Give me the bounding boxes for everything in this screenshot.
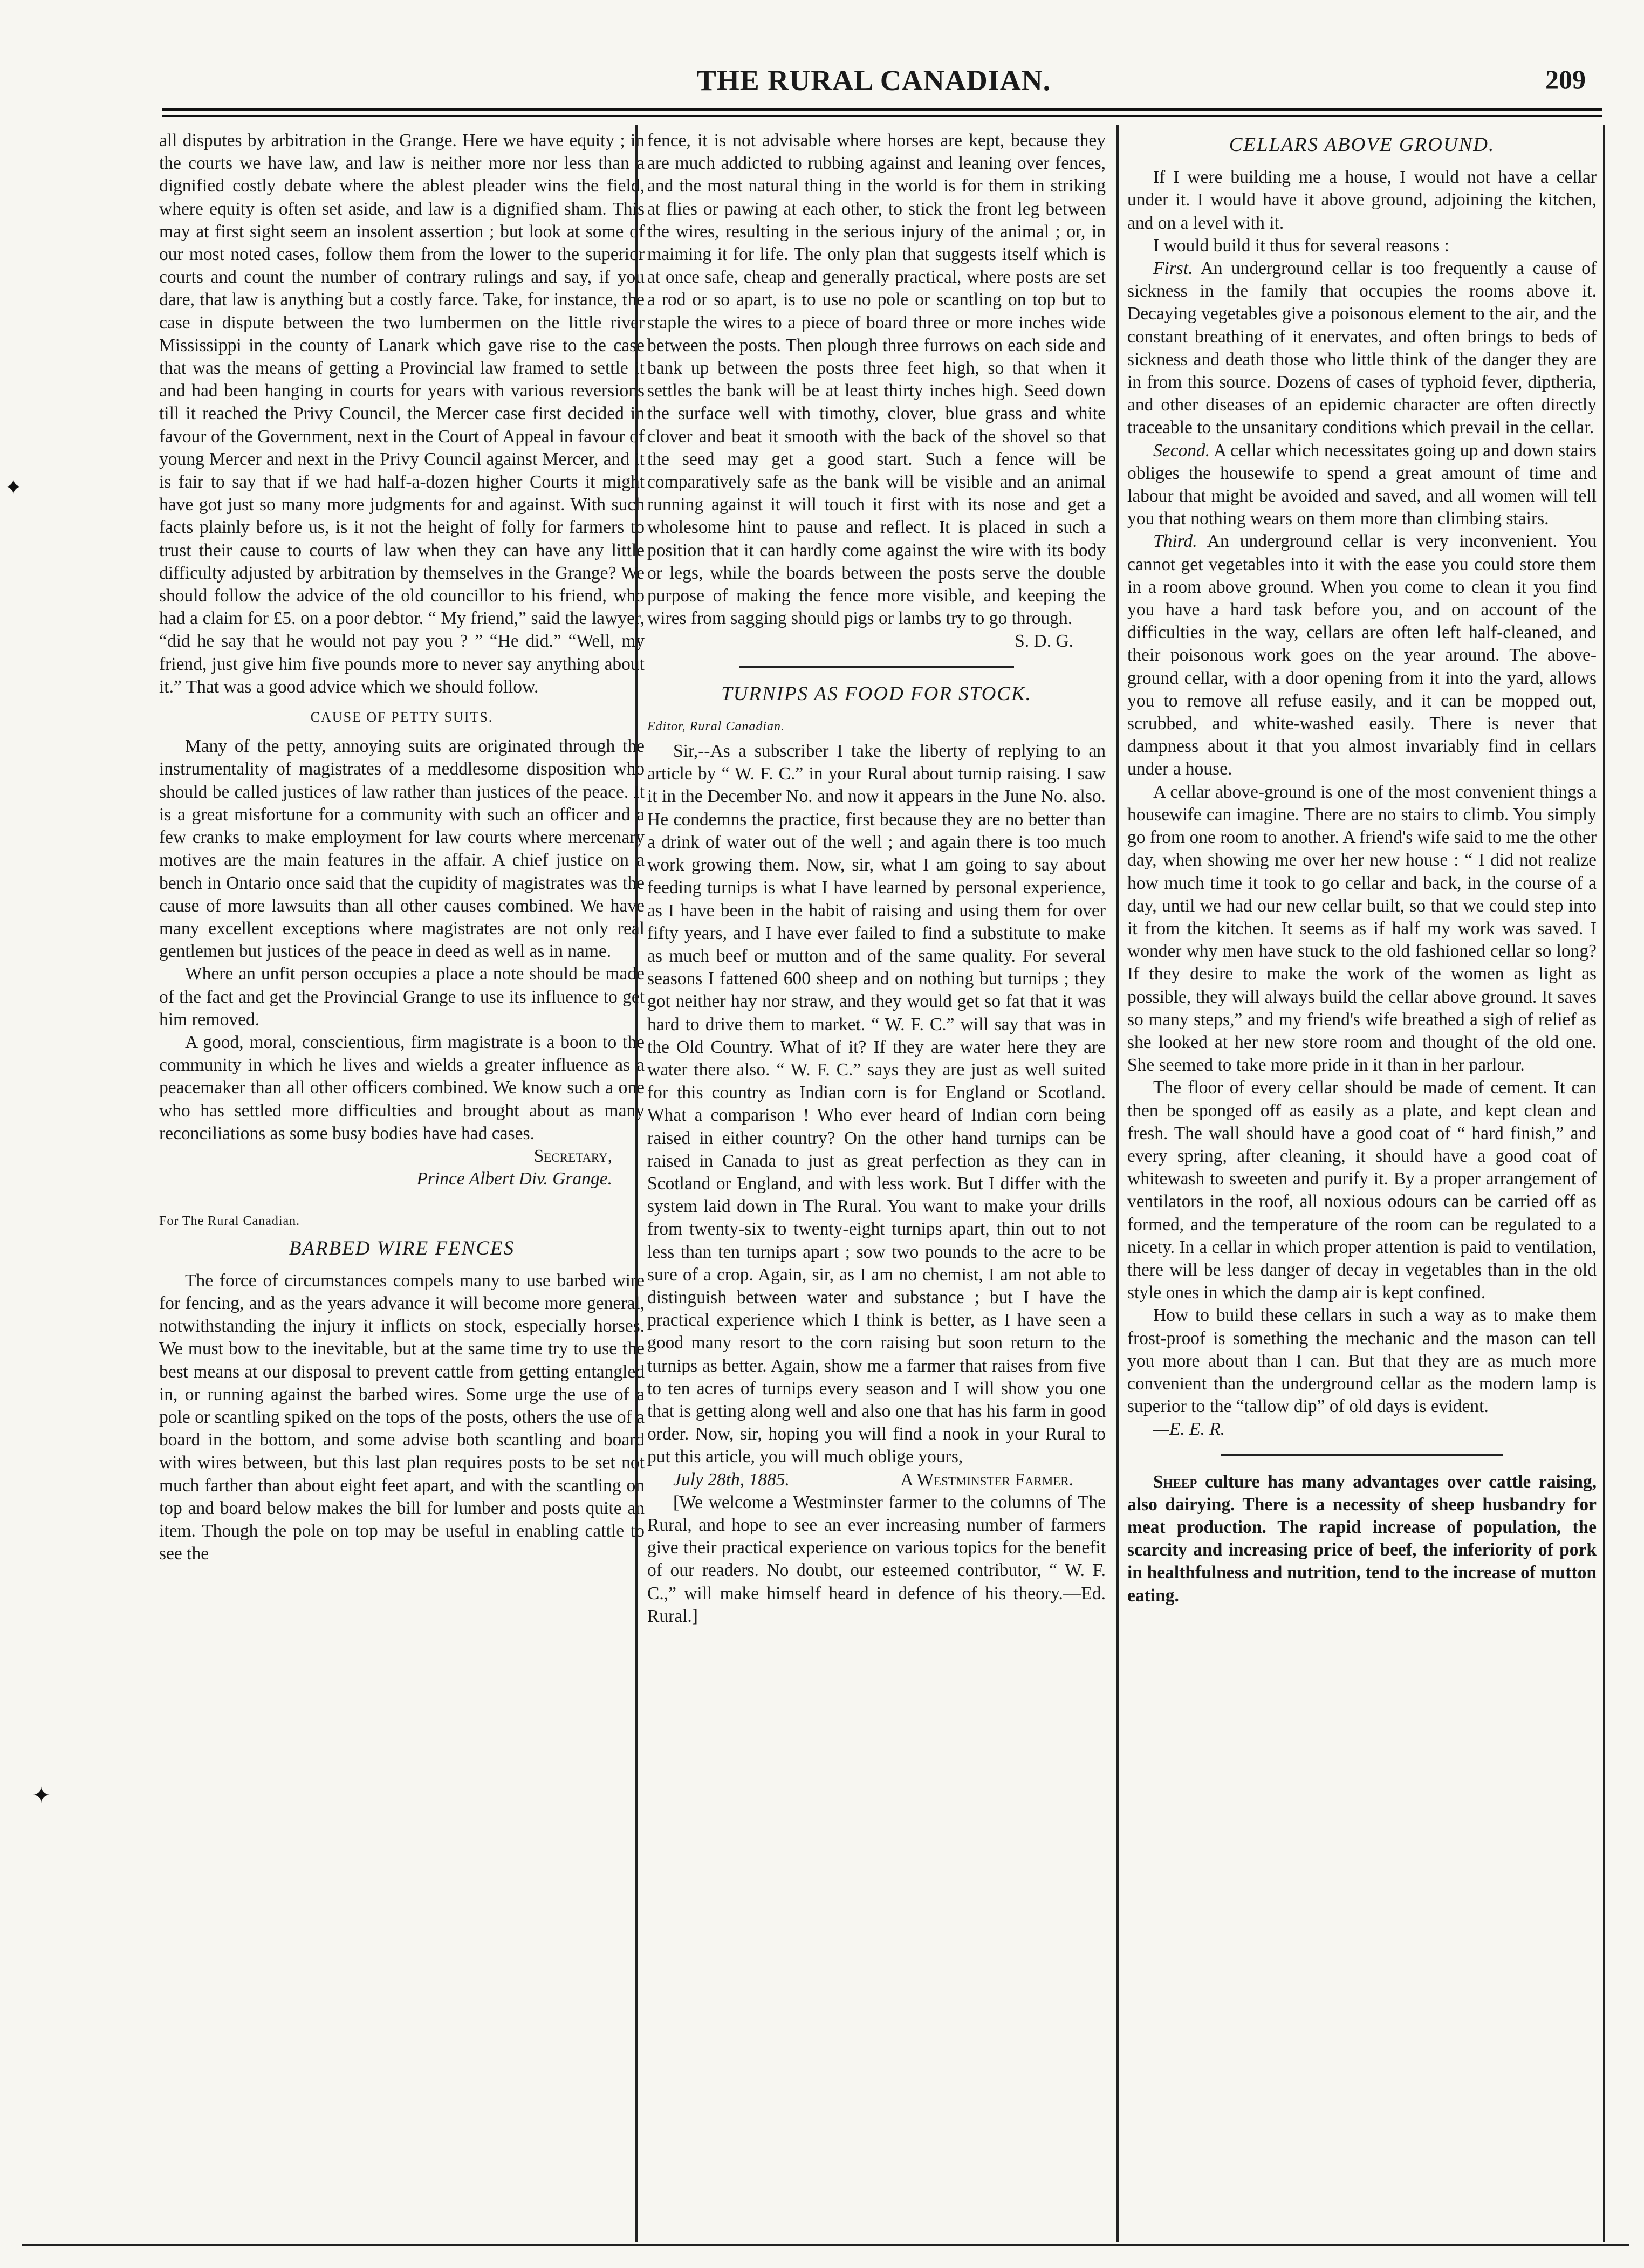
article-paragraph: I would build it thus for several reasons : [1153,235,1449,256]
article-paragraph: Sir,--As a subscriber I take the liberty of replying to an article by “ W. F. C.” in your Rural about turnip raising. I saw it in the December No. and now it appears in the June No. also. He condemns the practice, first because they are no better than a drink of water out of the well ; and again there is too much work growing them. Now, sir, what I am going to say about feeding turnips is what I have learned by personal experience, as I have been in the habit of raising and using them for over fifty years, and I have ever failed to find a substitute to make as much beef or mutton and of the same quality. For several seasons I fattened 600 sheep and on nothing but turnips ; they got neither hay nor straw, and they would get so fat that it was hard to drive them to market. “ W. F. C.” will say that was in the Old Country. What of it? If they are water here they are water there also. “ W. F. C.” says they are just as well suited for this country as Indian corn is for England or Scotland. What a comparison ! Who ever heard of Indian corn being raised in either country? On the other hand turnips can be raised in Canada to just as great perfection as they can in Scotland or England, and with less work. But I differ with the system laid down in The Rural. You want to make your drills from twenty-six to twenty-eight turnips apart, thin out to not less than ten turnips apart ; sow two pounds to the acre to be sure of a crop. Again, sir, as I am no chemist, I am not able to distinguish between water and substance ; but I have the practical experience which I think is better, as I have seen a good many resort to the corn raising but soon return to the turnips as better. Again, show me a farmer that raises from five to ten acres of turnips every season and I will show you one that is getting along well and also one that has his farm in good order. Now, sir, hoping you will find a nook in your Rural to put this article, you will much oblige yours, [647,741,1106,1467]
article-heading: TURNIPS AS FOOD FOR STOCK. [721,682,1032,705]
article-paragraph: Many of the petty, annoying suits are originated through the instrumentality of magistrates of a meddlesome disposition who should be called justices of law rather than justices of the peace. It is a great misfortune for a community with such an officer and a few cranks to make employment for law courts where mercenary motives are the main features in the affair. A chief justice on a bench in Ontario once said that the cupidity of magistrates was the cause of more lawsuits than all other causes combined. We have many excellent exceptions where magistrates are not only real gentlemen but justices of the peace in deed as well as in name. [159,736,645,962]
article-paragraph: How to build these cellars in such a way as to make them frost-proof is something the mechanic and the mason can tell you more about than I can. But that they are as much more convenient than the underground cellar as the modern lamp is superior to the “tallow dip” of old days is evident. [1127,1305,1597,1417]
margin-mark: ✦ [4,475,23,499]
column-3 [1127,129,1597,2244]
page-bottom-rule [22,2244,1629,2246]
article-paragraph: Second. A cellar which necessitates going up and down stairs obliges the housewife to spend a great amount of time and labour that might be avoided and saved, and all women will tell you that nothing wears on them more than climbing stairs. [1127,440,1597,529]
dateline [647,1469,1106,1491]
signature-affiliation: Prince Albert Div. Grange. [416,1169,612,1189]
signature: S. D. G. [1015,631,1073,652]
page-header [162,64,1586,101]
article-paragraph: First. An underground cellar is too frequently a cause of sickness in the family that occupies the rooms above it. Decaying vegetables give a poisonous element to the air, and the constant breathing of it enervates, and often brings to beds of sickness and death those who little think of the danger they are in from this source. Dozens of cases of typhoid fever, diptheria, and other diseases of an epidemic character are often directly traceable to the unsanitary conditions which prevail in the cellar. [1127,258,1597,438]
article-paragraph: A cellar above-ground is one of the most convenient things a housewife can imagine. There are no stairs to climb. You simply go from one room to another. A friend's wife said to me the other day, when showing me over her new house : “ I did not realize how much time it took to go cellar and back, in the course of a day, until we had our new cellar built, so that we could step into it from the kitchen. It seems as if half my work was saved. I wonder why men have stuck to the old fashioned cellar so long? If they desire to make the work of the women as light as possible, they will always build the cellar above ground. It saves so many steps,” and my friend's wife breathed a sigh of relief as she looked at her new store room and thought of the old one. She seemed to take more pride in it than in her parlour. [1127,782,1597,1075]
article-paragraph: The force of circumstances compels many to use barbed wire for fencing, and as the years advance it will become more general, notwithstanding the injury it inflicts on stock, especially horses. We must bow to the inevitable, but at the same time try to use the best means at our disposal to prevent cattle from getting entangled in, or running against the barbed wires. Some urge the use of a pole or scantling spiked on the tops of the posts, others the use of a board in the bottom, and some advise both scantling and board with wires between, but this last plan requires posts to be set not much farther than about eight feet apart, and with the scantling on top and board below makes the bill for lumber and posts quite an item. Though the pole on top may be useful in enabling cattle to see the [159,1270,645,1564]
editor-label: Editor, Rural Canadian. [647,719,785,734]
paragraph-lead: First. [1153,258,1193,279]
letter-date: July 28th, 1885. [673,1469,790,1490]
page-number: 209 [1545,64,1586,94]
header-rule-thick [162,108,1602,111]
page-border-right [1603,125,1605,2242]
signature-title: Secretary, [533,1146,612,1166]
header-rule-thin [162,115,1602,117]
article-paragraph: The floor of every cellar should be made of cement. It can then be sponged off as easily as a plate, and kept clean and fresh. The wall should have a good coat of “ hard finish,” and every spring, after cleaning, it should have a good coat of whitewash to sweeten and purify it. By a proper arrangement of ventilators in the roof, all noxious odours can be carried off as formed, and the temperature of the room can be regulated to a nicety. In a cellar in which proper attention is paid to ventilation, there will be less danger of decay in vegetables than in the old style ones in which the damp air is kept confined. [1127,1078,1597,1303]
section-subheading: CAUSE OF PETTY SUITS. [310,709,494,725]
article-heading: BARBED WIRE FENCES [289,1237,515,1259]
column-2 [647,129,1106,2244]
newspaper-title: THE RURAL CANADIAN. [696,64,1051,97]
paragraph-lead: Second. [1153,440,1210,461]
article-paragraph: Sheep culture has many advantages over cattle raising, also dairying. There is a necessity of sheep husbandry for meat production. The rapid increase of population, the scarcity and increasing price of beef, the inferiority of pork in healthfulness and nutrition, tend to the increase of mutton eating. [1127,1471,1597,1606]
article-paragraph: If I were building me a house, I would not have a cellar under it. I would have it above ground, adjoining the kitchen, and on a level with it. [1127,167,1597,233]
paragraph-lead: Third. [1153,531,1197,552]
article-paragraph: Third. An underground cellar is very inconvenient. You cannot get vegetables into it with the ease you could store them in a room above ground. When you come to clean it you find you have a hard task before you, and on account of the difficulties in the way, cellars are often left half-cleaned, and their poisonous work goes on the year around. The above-ground cellar, with a door opening from it into the yard, allows you to remove all refuse easily, and it can be mopped out, scrubbed, and white-washed easily. There is never that dampness about it that you almost invariably find in cellars under a house. [1127,531,1597,779]
article-paragraph: A good, moral, conscientious, firm magistrate is a boon to the community in which he lives and wields a greater influence as a peacemaker than all other officers combined. We know such a one who has settled more difficulties and brought about as many reconciliations as some busy bodies have had cases. [159,1032,645,1143]
separator-line [1221,1454,1503,1456]
letter-signer: A Westminster Farmer. [900,1469,1073,1490]
article-paragraph: Where an unfit person occupies a place a note should be made of the fact and get the Provincial Grange to use its influence to get him removed. [159,964,645,1030]
separator-line [739,666,1014,668]
column-divider-right [1116,125,1119,2242]
source-label: For The Rural Canadian. [159,1214,300,1229]
column-1 [159,129,645,2244]
article-paragraph: all disputes by arbitration in the Grange. Here we have equity ; in the courts we have law, and law is neither more nor less than a dignified costly debate where the ablest pleader wins the field, where equity is often set aside, and law is a dignified sham. This may at first sight seem an insolent assertion ; but look at some of our most noted cases, follow them from the lower to the superior courts and count the number of contrary rulings and say, if you dare, that law is anything but a costly farce. Take, for instance, the case in dispute between the two lumbermen on the little river Mississippi in the county of Lanark which gave rise to the case that was the means of getting a Provincial law framed to settle it and had been hanging in courts for years with various reversions till it reached the Privy Council, the Mercer case first decided in favour of the Government, next in the Court of Appeal in favour of young Mercer and next in the Privy Council against Mercer, and it is fair to say that if we had half-a-dozen higher Courts it might have got just so many more judgments for and against. With such facts plainly before us, is it not the height of folly for farmers to trust their cause to courts of law when they can have any little difficulty adjusted by arbitration by themselves in the Grange? We should follow the advice of the old councillor to his friend, who had a claim for £5. on a poor debtor. “ My friend,” said the lawyer, “did he say that he would not pay you ? ” “He did.” “Well, my friend, just give him five pounds more to never say anything about it.” That was a good advice which we should follow. [159,131,645,697]
article-heading: CELLARS ABOVE GROUND. [1229,134,1495,156]
signature: —E. E. R. [1153,1419,1225,1440]
editor-note: [We welcome a Westminster farmer to the columns of The Rural, and hope to see an ever increasing number of farmers give their practical experience on various topics for the benefit of our readers. No doubt, our esteemed contributor, “ W. F. C.,” will make himself heard in defence of his theory.—Ed. Rural.] [647,1492,1106,1626]
margin-mark: ✦ [32,1783,51,1807]
article-paragraph: fence, it is not advisable where horses are kept, because they are much addicted to rubbing against and leaning over fences, and the most natural thing in the world is for them in striking at flies or pawing at each other, to stick the front leg between the wires, resulting in the serious injury of the animal ; or, in maiming it for life. The only plan that suggests itself which is at once safe, cheap and generally practical, where posts are set a rod or so apart, is to use no pole or scantling on top but to staple the wires to a piece of board three or more inches wide between the posts. Then plough three furrows on each side and bank up between the posts three feet high, so that when it settles the bank will be at least thirty inches high. Seed down the surface well with timothy, clover, blue grass and white clover and beat it smooth with the back of the shovel so that the seed may get a good start. Such a fence will be comparatively safe as the bank will be visible and an animal running against it will touch it first with its nose and get a wholesome hint to pause and reflect. It is placed in such a position that it can hardly come against the wire with its body or legs, while the boards between the posts serve the double purpose of making the fence more visible, and keeping the wires from sagging should pigs or lambs try to go through. [647,131,1106,629]
paragraph-lead: Sheep [1153,1471,1197,1492]
